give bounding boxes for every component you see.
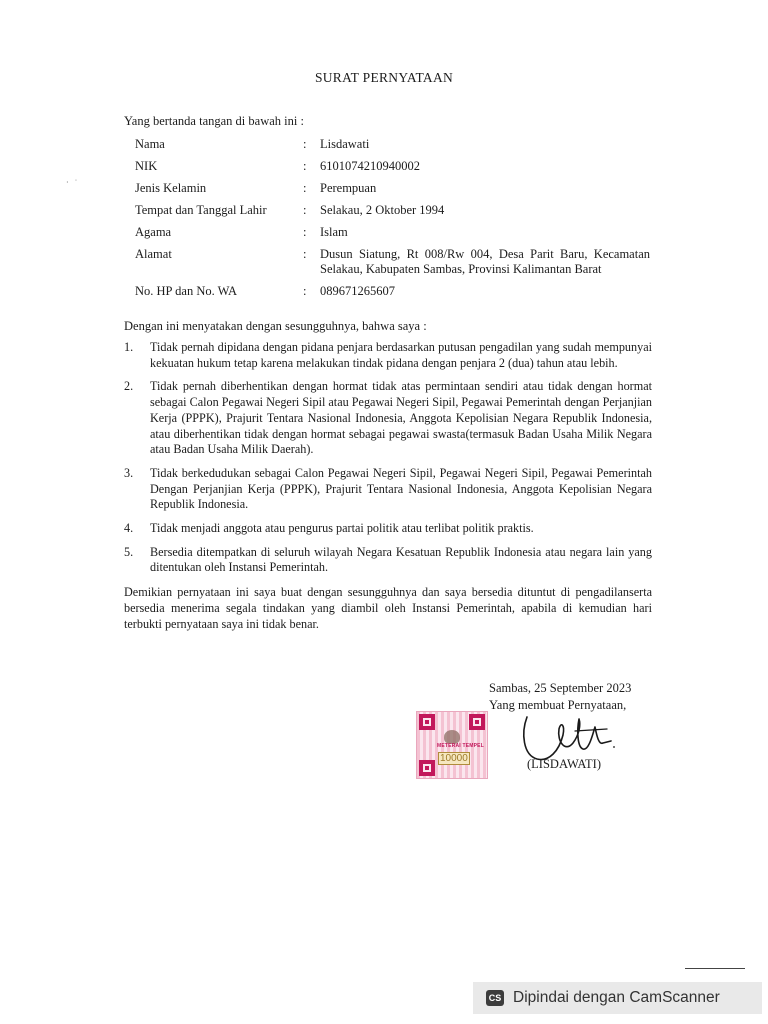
stamp-label: METERAI TEMPEL xyxy=(437,743,484,749)
garuda-emblem-icon xyxy=(444,730,460,744)
field-label: Jenis Kelamin xyxy=(135,181,207,195)
list-text: Tidak berkedudukan sebagai Calon Pegawai Negeri Sipil, Pegawai Negeri Sipil, Pegawai Pemerintah Dengan Perjanjian Kerja (PPPK), Prajurit Tentara Nasional Indonesia, Anggota Kepolisian Negara Republik Indonesia. xyxy=(150,465,652,512)
field-row xyxy=(135,225,650,247)
field-label: Tempat dan Tanggal Lahir xyxy=(135,203,267,217)
field-colon: : xyxy=(303,181,307,195)
field-value: Perempuan xyxy=(320,181,377,195)
field-label: Agama xyxy=(135,225,172,239)
field-colon: : xyxy=(303,247,307,261)
list-item xyxy=(124,466,652,513)
qr-corner-icon xyxy=(469,714,485,730)
list-text: Tidak pernah dipidana dengan pidana penjara berdasarkan putusan pengadilan yang sudah mempunyai kekuatan hukum tetap karena melakukan tindak pidana dengan penjara 2 (dua) tahun atau lebih. xyxy=(150,340,652,370)
maker-label: Yang membuat Pernyataan, xyxy=(489,698,627,712)
signer-name: (LISDAWATI) xyxy=(527,757,601,771)
field-row xyxy=(135,137,650,159)
list-number: 4. xyxy=(124,521,134,536)
duty-stamp-icon xyxy=(416,711,488,779)
field-colon: : xyxy=(303,137,307,151)
field-row xyxy=(135,181,650,203)
field-row xyxy=(135,203,650,225)
field-value: Islam xyxy=(320,225,348,239)
document-title: SURAT PERNYATAAN xyxy=(314,70,454,85)
declaration-intro: Dengan ini menyatakan dengan sesungguhnya, bahwa saya : xyxy=(124,319,427,333)
page-edge-line xyxy=(685,968,745,969)
list-item xyxy=(124,379,652,458)
field-row xyxy=(135,284,650,299)
list-number: 2. xyxy=(124,379,134,394)
identity-table xyxy=(135,137,650,299)
field-value: 6101074210940002 xyxy=(320,159,420,173)
list-text: Tidak pernah diberhentikan dengan hormat tidak atas permintaan sendiri atau tidak dengan hormat sebagai Calon Pegawai Negeri Sipil atau Pegawai Negeri Sipil, Pegawai Pemerintah dengan Perjanjian Kerja (PPPK), Prajurit Tentara Nasional Indonesia, Anggota Kepolisian Negara Republik Indonesia, atau diberhentikan tidak dengan hormat sebagai pegawai swasta(termasuk Badan Usaha Milik Negara atau Badan Usaha Milik Daerah). xyxy=(150,379,652,457)
list-text: Bersedia ditempatkan di seluruh wilayah Negara Kesatuan Republik Indonesia atau negara lain yang ditentukan oleh Instansi Pemerintah. xyxy=(150,544,652,575)
stamp-value: 10000 xyxy=(440,753,468,764)
list-number: 5. xyxy=(124,544,134,559)
list-number: 3. xyxy=(124,465,134,480)
field-label: NIK xyxy=(135,159,158,173)
field-value: Dusun Siatung, Rt 008/Rw 004, Desa Parit Baru, Kecamatan Selakau, Kabupaten Sambas, Provinsi Kalimantan Barat xyxy=(320,247,650,276)
qr-corner-icon xyxy=(419,714,435,730)
scan-speck-marks: · ˙ xyxy=(66,178,78,187)
field-row xyxy=(135,159,650,181)
list-item xyxy=(124,521,652,537)
field-colon: : xyxy=(303,159,307,173)
list-item xyxy=(124,340,652,371)
closing-paragraph: Demikian pernyataan ini saya buat dengan sesungguhnya dan saya bersedia dituntut di pengadilanserta bersedia menerima segala tindakan yang diambil oleh Instansi Pemerintah, apabila di kemudian hari terbukti pernyataan saya ini tidak benar. xyxy=(124,585,652,631)
field-value: 089671265607 xyxy=(320,284,395,298)
field-label: No. HP dan No. WA xyxy=(135,284,238,298)
camscanner-text: Dipindai dengan CamScanner xyxy=(513,989,720,1006)
declaration-list xyxy=(124,340,652,584)
field-colon: : xyxy=(303,225,307,239)
list-number: 1. xyxy=(124,340,134,354)
list-text: Tidak menjadi anggota atau pengurus partai politik atau terlibat politik praktis. xyxy=(150,521,534,536)
list-item xyxy=(124,545,652,576)
intro-text: Yang bertanda tangan di bawah ini : xyxy=(124,114,304,128)
field-colon: : xyxy=(303,284,307,298)
field-label: Alamat xyxy=(135,247,172,261)
camscanner-watermark xyxy=(473,982,762,1014)
field-colon: : xyxy=(303,203,307,217)
signature-icon xyxy=(515,713,625,775)
field-value: Selakau, 2 Oktober 1994 xyxy=(320,203,445,217)
place-date: Sambas, 25 September 2023 xyxy=(489,681,632,695)
field-row xyxy=(135,247,650,284)
camscanner-logo-icon: CS xyxy=(486,990,504,1006)
field-label: Nama xyxy=(135,137,165,151)
qr-corner-icon xyxy=(419,760,435,776)
field-value: Lisdawati xyxy=(320,137,370,151)
